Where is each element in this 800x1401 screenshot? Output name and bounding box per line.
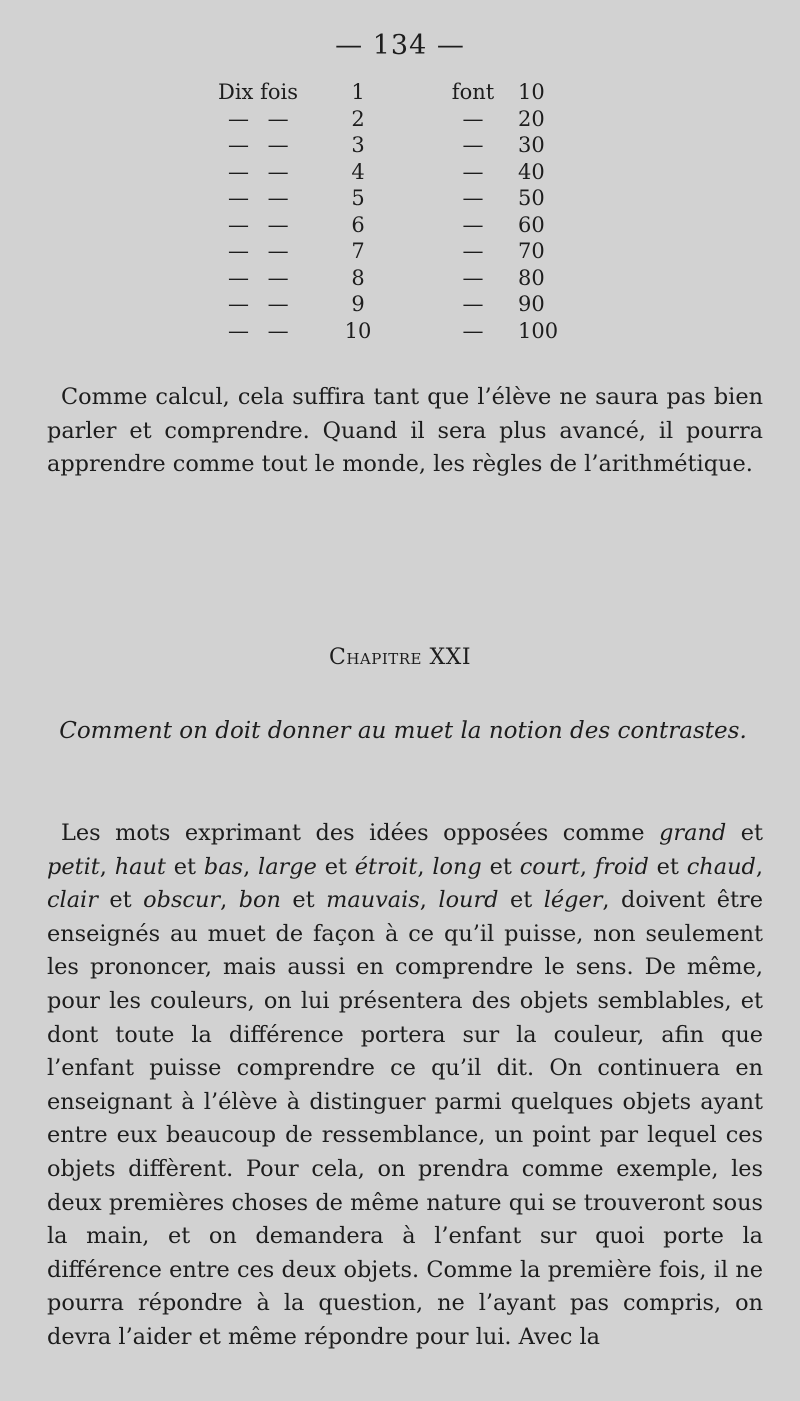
- row-label: — —: [228, 318, 295, 343]
- row-verb: —: [462, 133, 484, 157]
- row-label: — —: [228, 159, 295, 184]
- text-run: et: [316, 853, 355, 880]
- row-result: 20: [518, 106, 545, 131]
- chapter-heading: [0, 645, 800, 670]
- row-verb: font: [451, 80, 495, 104]
- paragraph-contrastes: [47, 817, 763, 1355]
- row-result: 90: [518, 292, 545, 316]
- text-run: et: [97, 887, 144, 914]
- row-result: 100: [518, 318, 559, 343]
- text-run: et: [726, 820, 763, 846]
- row-result: 40: [518, 159, 545, 184]
- row-multiplier: 3: [351, 133, 365, 157]
- row-multiplier: 1: [351, 80, 365, 104]
- text-run: Les mots exprimant des idées opposées comme: [61, 820, 660, 846]
- italic-word: bas: [203, 853, 244, 880]
- row-label: — —: [228, 239, 295, 263]
- table-row: [200, 213, 600, 240]
- row-verb: —: [462, 212, 484, 237]
- text-run: ,: [417, 853, 433, 880]
- row-result: 60: [518, 212, 545, 237]
- italic-word: obscur: [143, 887, 221, 914]
- italic-word: clair: [47, 887, 98, 914]
- italic-word: bon: [238, 887, 281, 914]
- italic-word: court: [519, 853, 580, 880]
- paragraph-text: [47, 817, 763, 1355]
- text-run: , doivent être enseignés au muet de façon à ce qu’il puisse, non seulement les prononcer, mais aussi en comprendre le sens. De même, pour les couleurs, on lui présentera des objets semblables, et dont toute la différence portera sur la couleur, afin que l’enfant puisse comprendre ce qu’il dit. On continuera en enseignant à l’élève à distinguer parmi quelques objets ayant entre eux beaucoup de ressemblance, un point par lequel ces objets diffèrent. Pour cela, on prendra comme exemple, les deux premières choses de même nature qui se trouveront sous la main, et on demandera à l’enfant sur quoi porte la différence entre ces deux objets. Comme la première fois, il ne pourra répondre à la question, ne l’ayant pas compris, on devra l’aider et même répondre pour lui. Avec la: [47, 887, 763, 1350]
- italic-word: grand: [659, 820, 727, 846]
- text-run: et: [648, 853, 687, 880]
- chapter-title: Chapitre XXI: [328, 645, 472, 670]
- multiplication-table: [200, 80, 600, 345]
- text-run: et: [498, 887, 544, 914]
- italic-word: chaud: [686, 853, 756, 880]
- text-run: ,: [99, 853, 115, 880]
- row-result: 10: [518, 80, 545, 104]
- row-verb: —: [462, 159, 484, 184]
- row-multiplier: 10: [344, 318, 372, 343]
- row-verb: —: [462, 106, 484, 131]
- italic-word: haut: [114, 853, 166, 880]
- text-run: et: [280, 887, 327, 914]
- row-multiplier: 5: [351, 186, 365, 210]
- table-row: [200, 239, 600, 266]
- row-verb: —: [462, 265, 484, 290]
- row-label: — —: [228, 106, 295, 131]
- italic-word: étroit: [354, 853, 418, 880]
- italic-word: large: [258, 853, 317, 880]
- table-row: [200, 266, 600, 293]
- row-result: 70: [518, 239, 545, 263]
- text-run: ,: [243, 853, 259, 880]
- row-multiplier: 6: [351, 212, 365, 237]
- row-label: — —: [228, 265, 295, 290]
- text-run: ,: [419, 887, 439, 914]
- table-row: [200, 80, 600, 107]
- row-result: 50: [518, 186, 545, 210]
- row-label: Dix fois: [218, 80, 298, 104]
- paragraph-text: Comme calcul, cela suffira tant que l’élève ne saura pas bien parler et comprendre. Quand il sera plus avancé, il pourra apprendre comme tout le monde, les règles de l’arithmétique.: [47, 384, 763, 478]
- row-result: 80: [518, 265, 545, 290]
- row-label: — —: [228, 212, 295, 237]
- text-run: ,: [220, 887, 239, 914]
- table-row: [200, 186, 600, 213]
- italic-word: lourd: [438, 887, 499, 914]
- row-multiplier: 8: [351, 265, 365, 290]
- text-run: et: [481, 853, 520, 880]
- table-row: [200, 292, 600, 319]
- text-run: et: [165, 853, 204, 880]
- row-multiplier: 7: [351, 239, 365, 263]
- chapter-subtitle: Comment on doit donner au muet la notion des contrastes.: [59, 718, 747, 744]
- table-row: [200, 160, 600, 187]
- text-run: ,: [579, 853, 595, 880]
- table-row: [200, 319, 600, 346]
- table-row: [200, 133, 600, 160]
- italic-word: long: [432, 853, 482, 880]
- table-row: [200, 107, 600, 134]
- paragraph-calcul: [47, 381, 763, 482]
- row-verb: —: [462, 186, 484, 210]
- row-verb: —: [462, 239, 484, 263]
- italic-word: froid: [594, 853, 649, 880]
- row-verb: —: [462, 318, 484, 343]
- italic-word: mauvais: [326, 887, 420, 914]
- row-label: — —: [228, 133, 295, 157]
- row-result: 30: [518, 133, 545, 157]
- row-label: — —: [228, 292, 295, 316]
- italic-word: petit: [47, 853, 100, 880]
- row-label: — —: [228, 186, 295, 210]
- page-number: — 134 —: [335, 30, 465, 61]
- row-multiplier: 4: [351, 159, 365, 184]
- row-multiplier: 2: [351, 106, 365, 131]
- text-run: ,: [755, 853, 763, 880]
- row-multiplier: 9: [351, 292, 365, 316]
- italic-word: léger: [543, 887, 603, 914]
- row-verb: —: [462, 292, 484, 316]
